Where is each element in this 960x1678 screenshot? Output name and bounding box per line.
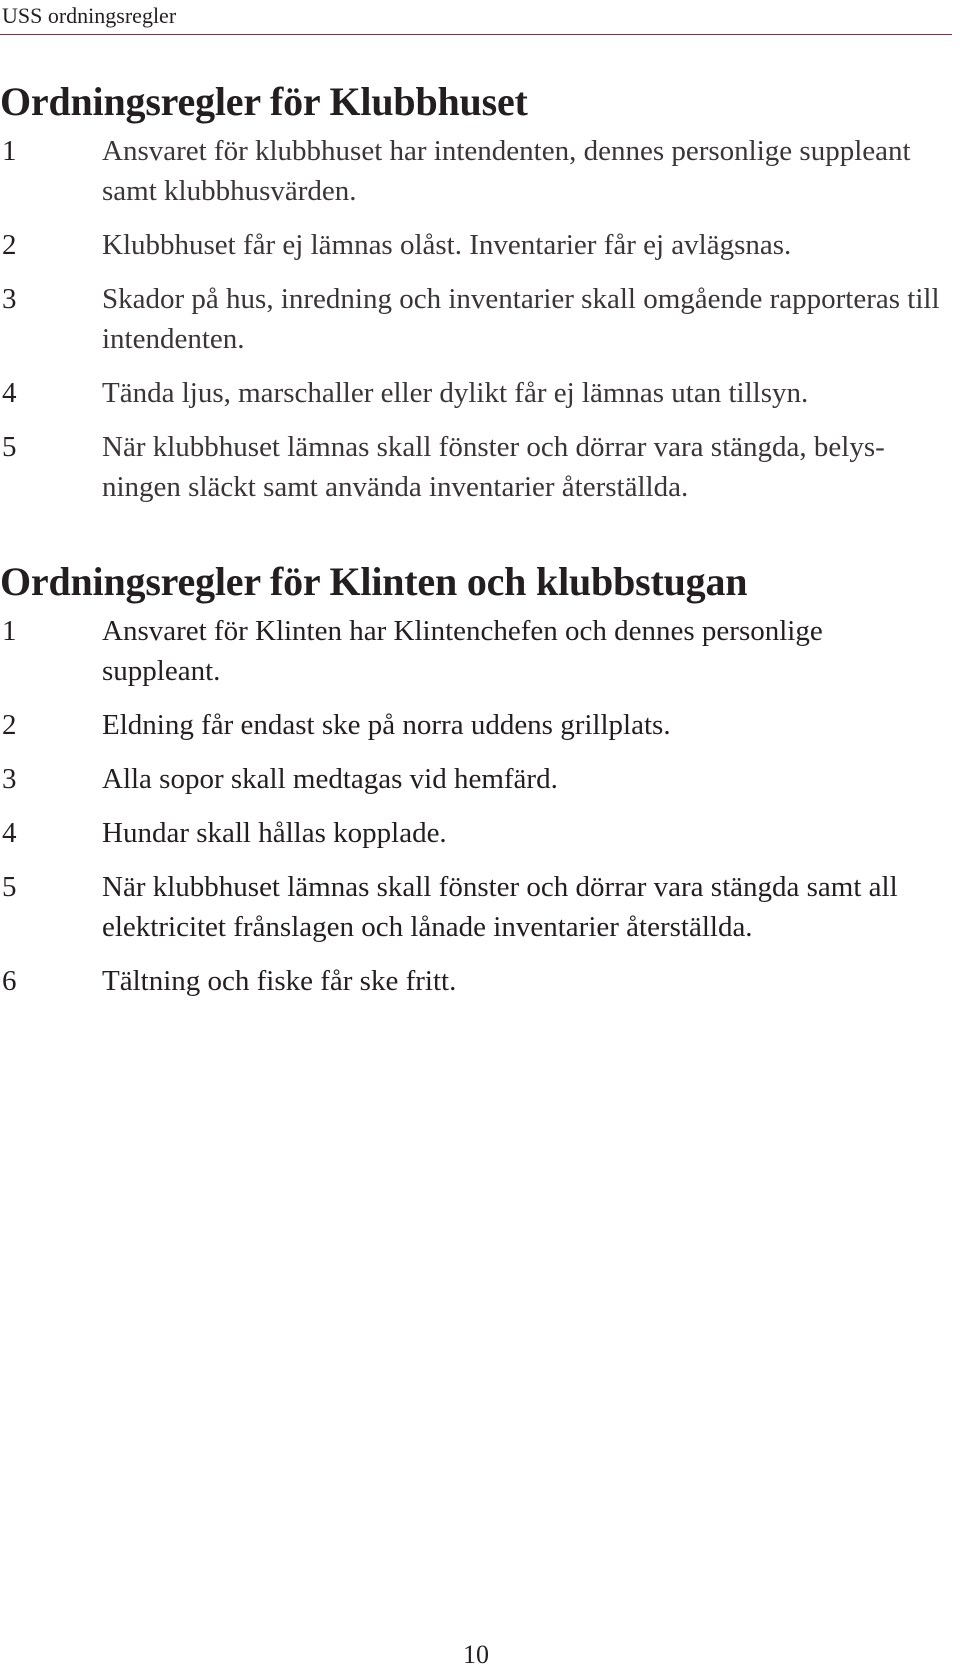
section-heading: Ordningsregler för Klinten och klubbstugan bbox=[0, 559, 748, 604]
rule-item bbox=[0, 961, 952, 1001]
rule-item bbox=[0, 867, 952, 947]
rule-number: 4 bbox=[2, 817, 17, 849]
rule-number: 2 bbox=[2, 229, 17, 261]
rule-text: När klubbhuset lämnas skall fönster och dörrar vara stängda samt all elektricitet frånslagen och lånade inventarier återställda. bbox=[102, 871, 898, 943]
rule-number: 1 bbox=[2, 615, 17, 647]
rule-item bbox=[0, 225, 952, 265]
rule-item bbox=[0, 813, 952, 853]
section-klubbhuset bbox=[0, 78, 952, 521]
rule-number: 6 bbox=[2, 965, 17, 997]
rule-text: Tända ljus, marschaller eller dylikt får ej lämnas utan tillsyn. bbox=[102, 377, 809, 409]
rule-text: Skador på hus, inredning och inventarier skall omgående rapporteras till intendenten. bbox=[102, 283, 940, 355]
rule-text: Eldning får endast ske på norra uddens grillplats. bbox=[102, 709, 671, 741]
rule-item bbox=[0, 427, 952, 507]
rule-text: Ansvaret för klubbhuset har intendenten, dennes personlige suppleant samt klubbhusvärden. bbox=[102, 135, 911, 207]
rule-number: 5 bbox=[2, 871, 17, 903]
rule-list bbox=[0, 131, 952, 507]
rule-text: Alla sopor skall medtagas vid hemfärd. bbox=[102, 763, 558, 795]
rule-number: 3 bbox=[2, 283, 17, 315]
rule-number: 5 bbox=[2, 431, 17, 463]
rule-item bbox=[0, 279, 952, 359]
header-title: USS ordningsregler bbox=[2, 3, 177, 28]
rule-number: 2 bbox=[2, 709, 17, 741]
rule-text: Tältning och fiske får ske fritt. bbox=[102, 965, 457, 997]
page-header bbox=[0, 0, 952, 35]
rule-item bbox=[0, 705, 952, 745]
rule-list bbox=[0, 611, 952, 1001]
page-number: 10 bbox=[463, 1640, 489, 1669]
section-heading: Ordningsregler för Klubbhuset bbox=[0, 79, 528, 124]
rule-number: 1 bbox=[2, 135, 17, 167]
rule-text: När klubbhuset lämnas skall fönster och dörrar vara stängda, belysningen släckt samt använda inventarier återställda. bbox=[102, 431, 885, 503]
rule-text: Hundar skall hållas kopplade. bbox=[102, 817, 447, 849]
rule-item bbox=[0, 373, 952, 413]
rule-text: Ansvaret för Klinten har Klintenchefen och dennes personlige suppleant. bbox=[102, 615, 823, 687]
rule-text: Klubbhuset får ej lämnas olåst. Inventarier får ej avlägsnas. bbox=[102, 229, 792, 261]
section-klinten bbox=[0, 558, 952, 1015]
rule-number: 4 bbox=[2, 377, 17, 409]
rule-number: 3 bbox=[2, 763, 17, 795]
rule-item bbox=[0, 759, 952, 799]
rule-item bbox=[0, 131, 952, 211]
rule-item bbox=[0, 611, 952, 691]
